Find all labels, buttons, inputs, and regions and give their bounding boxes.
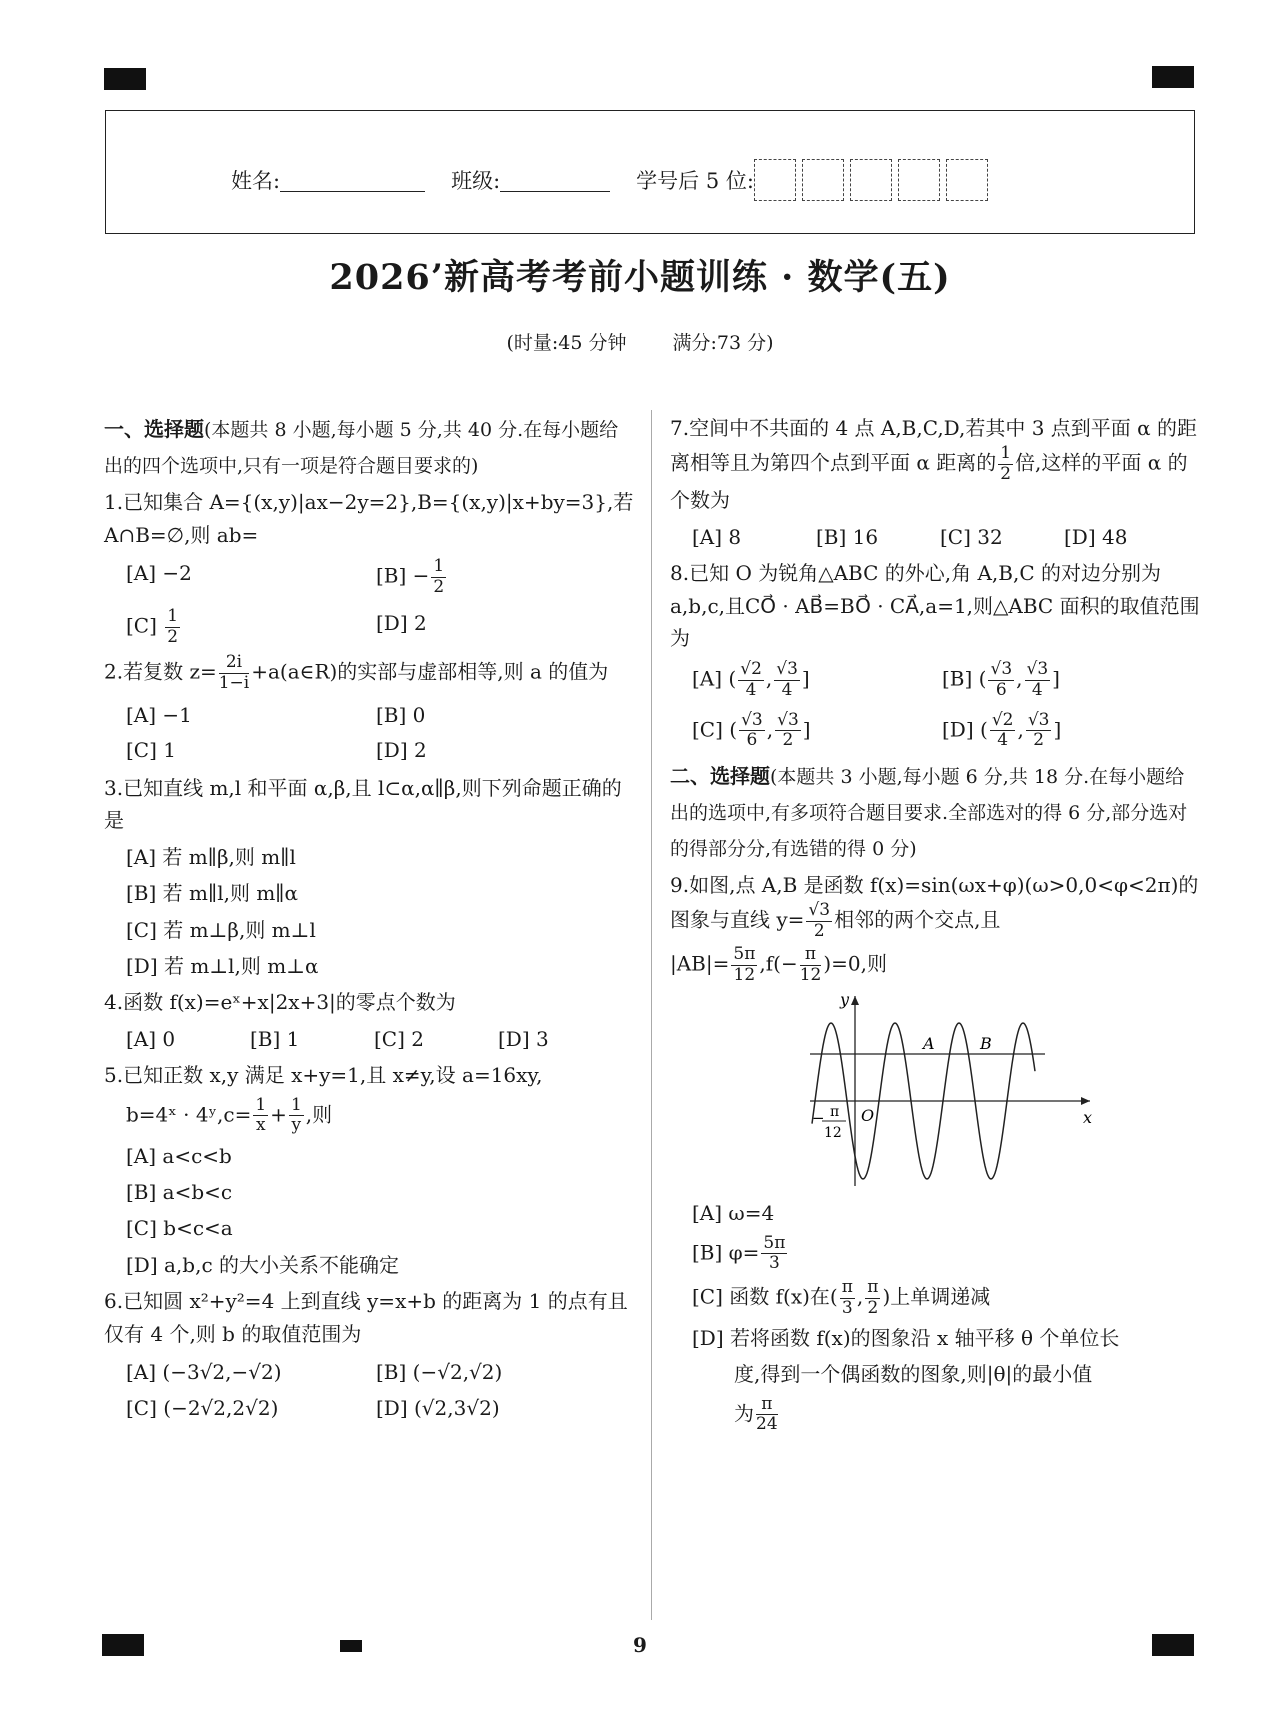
- q4-option-b[interactable]: [B] 1: [250, 1026, 300, 1051]
- student-info-row: [231, 159, 994, 201]
- tick-minus: −: [812, 1109, 825, 1128]
- q8-option-d[interactable]: [D] ( $\frac{√2}{4}$ , $\frac{√3}{2}$ ]: [942, 709, 1062, 751]
- q1-option-d[interactable]: [D] 2: [376, 611, 427, 636]
- x-axis-label: x: [1083, 1108, 1093, 1128]
- question-7: [670, 412, 1200, 553]
- student-id-box-2[interactable]: [802, 159, 844, 201]
- question-1-options: [104, 557, 634, 647]
- q7-option-b[interactable]: [B] 16: [816, 524, 879, 549]
- full-score: 满分:73 分): [672, 332, 774, 354]
- q7-option-d[interactable]: [D] 48: [1064, 524, 1128, 549]
- q7-option-c[interactable]: [C] 32: [940, 524, 1003, 549]
- q5-option-c[interactable]: [C] b<c<a: [126, 1216, 233, 1241]
- right-column: [670, 410, 1200, 1439]
- question-9-options: [670, 1197, 1200, 1434]
- question-6: [104, 1285, 634, 1425]
- origin-label: O: [861, 1106, 875, 1126]
- time-limit: (时量:45 分钟: [506, 332, 627, 354]
- class-field[interactable]: [500, 169, 610, 192]
- q9-option-c[interactable]: [C] 函数 f(x)在( $\frac{\pi}{3}$ , $\frac{\pi}{2}$ )上单调递减: [692, 1276, 991, 1318]
- question-3-options: [104, 841, 634, 983]
- left-column: [104, 410, 634, 1431]
- question-2-text: 2.若复数 z= $\frac{2i}{1-i}$ +a(a∈R)的实部与虚部相等,则 a 的值为: [104, 652, 609, 693]
- q2-option-d[interactable]: [D] 2: [376, 737, 427, 762]
- page-number: 9: [633, 1633, 647, 1657]
- page-title: 2026’新高考考前小题训练 · 数学(五): [329, 257, 951, 298]
- q6-option-d[interactable]: [D] (√2,3√2): [376, 1396, 500, 1421]
- registration-mark-top-right: [1152, 66, 1194, 88]
- question-3-text: 3.已知直线 m,l 和平面 α,β,且 l⊂α,α∥β,则下列命题正确的是: [104, 776, 622, 833]
- tick-numerator: π: [830, 1104, 840, 1121]
- student-id-box-3[interactable]: [850, 159, 892, 201]
- point-b-label: B: [980, 1034, 992, 1054]
- y-axis-arrow: [851, 996, 859, 1005]
- q5-option-d[interactable]: [D] a,b,c 的大小关系不能确定: [126, 1252, 399, 1277]
- q2-option-b[interactable]: [B] 0: [376, 703, 426, 728]
- question-8-text: 8.已知 O 为锐角△ABC 的外心,角 A,B,C 的对边分别为 a,b,c,且CO⃗ · AB⃗=BO⃗ · CA⃗,a=1,则△ABC 面积的取值范围为: [670, 561, 1200, 651]
- question-8: [670, 557, 1200, 750]
- question-9-text: 9.如图,点 A,B 是函数 f(x)=sin(ωx+φ)(ω>0,0<φ<2π)的图象与直线 y= $\frac{√3}{2}$ 相邻的两个交点,且: [670, 872, 1199, 941]
- question-9-condition: |AB|= $\frac{5\pi}{12}$ ,f(− $\frac{\pi}{12}$ )=0,则: [670, 944, 887, 985]
- column-divider: [651, 410, 652, 1620]
- q4-option-c[interactable]: [C] 2: [374, 1026, 424, 1051]
- question-7-text: 7.空间中不共面的 4 点 A,B,C,D,若其中 3 点到平面 α 的距离相等且为第四个点到平面 α 距离的 $\frac{1}{2}$ 倍,这样的平面 α 的个数为: [670, 416, 1198, 513]
- question-8-options: [670, 660, 1200, 750]
- student-info-box: [105, 110, 1195, 234]
- section-2-header: [670, 757, 1200, 867]
- q4-option-d[interactable]: [D] 3: [498, 1026, 549, 1051]
- question-5: [104, 1059, 634, 1281]
- student-id-label: 学号后 5 位:: [636, 169, 754, 193]
- question-3: [104, 772, 634, 982]
- question-5-text-line2: b=4ˣ · 4ʸ,c= $\frac{1}{x}$ + $\frac{1}{y}$ ,则: [126, 1094, 333, 1136]
- section-1-title: 一、选择题: [104, 417, 204, 441]
- q9-option-a[interactable]: [A] ω=4: [692, 1201, 775, 1226]
- point-a-label: A: [923, 1034, 935, 1054]
- section-1-header: [104, 410, 634, 484]
- student-id-box-1[interactable]: [754, 159, 796, 201]
- class-label: 班级:: [451, 169, 501, 193]
- q1-option-b[interactable]: [B] − $\frac{1}{2}$: [376, 555, 445, 597]
- section-2-title: 二、选择题: [670, 763, 770, 788]
- question-9: [670, 869, 1200, 1435]
- section-2-desc: (本题共 3 小题,每小题 6 分,共 18 分.在每小题给出的选项中,有多项符合题目要求.全部选对的得 6 分,部分选对的得部分分,有选错的得 0 分): [670, 765, 1188, 860]
- q3-option-d[interactable]: [D] 若 m⊥l,则 m⊥α: [126, 953, 319, 978]
- question-5-options: [104, 1140, 634, 1282]
- q6-option-a[interactable]: [A] (−3√2,−√2): [126, 1359, 282, 1384]
- student-id-box-5[interactable]: [946, 159, 988, 201]
- q6-option-b[interactable]: [B] (−√2,√2): [376, 1359, 503, 1384]
- q3-option-c[interactable]: [C] 若 m⊥β,则 m⊥l: [126, 917, 316, 942]
- question-5-text-line1: 5.已知正数 x,y 满足 x+y=1,且 x≠y,设 a=16xy,: [104, 1063, 543, 1088]
- q3-option-a[interactable]: [A] 若 m∥β,则 m∥l: [126, 844, 296, 869]
- x-axis-arrow: [1081, 1097, 1090, 1105]
- section-1-desc: (本题共 8 小题,每小题 5 分,共 40 分.在每小题给出的四个选项中,只有一项是符合题目要求的): [104, 419, 619, 478]
- question-1-text: 1.已知集合 A={(x,y)|ax−2y=2},B={(x,y)|x+by=3},若 A∩B=∅,则 ab=: [104, 490, 634, 547]
- sine-graph-svg: [800, 991, 1100, 1191]
- q2-option-a[interactable]: [A] −1: [126, 703, 192, 728]
- q9-option-d[interactable]: [D] 若将函数 f(x)的图象沿 x 轴平移 θ 个单位长 度,得到一个偶函数的图象,则|θ|的最小值 为 $\frac{\pi}{24}$: [692, 1326, 1120, 1435]
- question-2-options: [104, 699, 634, 766]
- q3-option-b[interactable]: [B] 若 m∥l,则 m∥α: [126, 881, 299, 906]
- q4-option-a[interactable]: [A] 0: [126, 1026, 176, 1051]
- student-id-box-4[interactable]: [898, 159, 940, 201]
- registration-mark-top-left: [104, 68, 146, 90]
- question-6-text: 6.已知圆 x²+y²=4 上到直线 y=x+b 的距离为 1 的点有且仅有 4 个,则 b 的取值范围为: [104, 1289, 628, 1346]
- q1-option-c[interactable]: [C] $\frac{1}{2}$: [126, 606, 179, 647]
- q5-option-a[interactable]: [A] a<c<b: [126, 1143, 232, 1168]
- q1-option-a[interactable]: [A] −2: [126, 560, 192, 585]
- tick-denominator: 12: [824, 1125, 842, 1142]
- q7-option-a[interactable]: [A] 8: [692, 524, 742, 549]
- q6-option-c[interactable]: [C] (−2√2,2√2): [126, 1396, 279, 1421]
- q8-option-a[interactable]: [A] ( $\frac{√2}{4}$ , $\frac{√3}{4}$ ]: [692, 659, 810, 700]
- q8-option-c[interactable]: [C] ( $\frac{√3}{6}$ , $\frac{√3}{2}$ ]: [692, 709, 811, 751]
- question-4: [104, 986, 634, 1055]
- y-axis-label: y: [840, 991, 850, 1010]
- question-7-options: [670, 521, 1200, 553]
- q2-option-c[interactable]: [C] 1: [126, 737, 176, 762]
- exam-info: [0, 328, 1280, 355]
- name-field[interactable]: [280, 169, 425, 192]
- sine-graph: [800, 991, 1100, 1191]
- question-4-text: 4.函数 f(x)=eˣ+x|2x+3|的零点个数为: [104, 990, 456, 1015]
- question-2: [104, 653, 634, 766]
- name-label: 姓名:: [231, 169, 281, 193]
- question-4-options: [104, 1023, 634, 1055]
- q9-option-b[interactable]: [B] φ= $\frac{5\pi}{3}$: [692, 1232, 786, 1274]
- q5-option-b[interactable]: [B] a<b<c: [126, 1180, 233, 1205]
- question-1: [104, 486, 634, 647]
- q8-option-b[interactable]: [B] ( $\frac{√3}{6}$ , $\frac{√3}{4}$ ]: [942, 659, 1060, 700]
- question-6-options: [104, 1356, 634, 1425]
